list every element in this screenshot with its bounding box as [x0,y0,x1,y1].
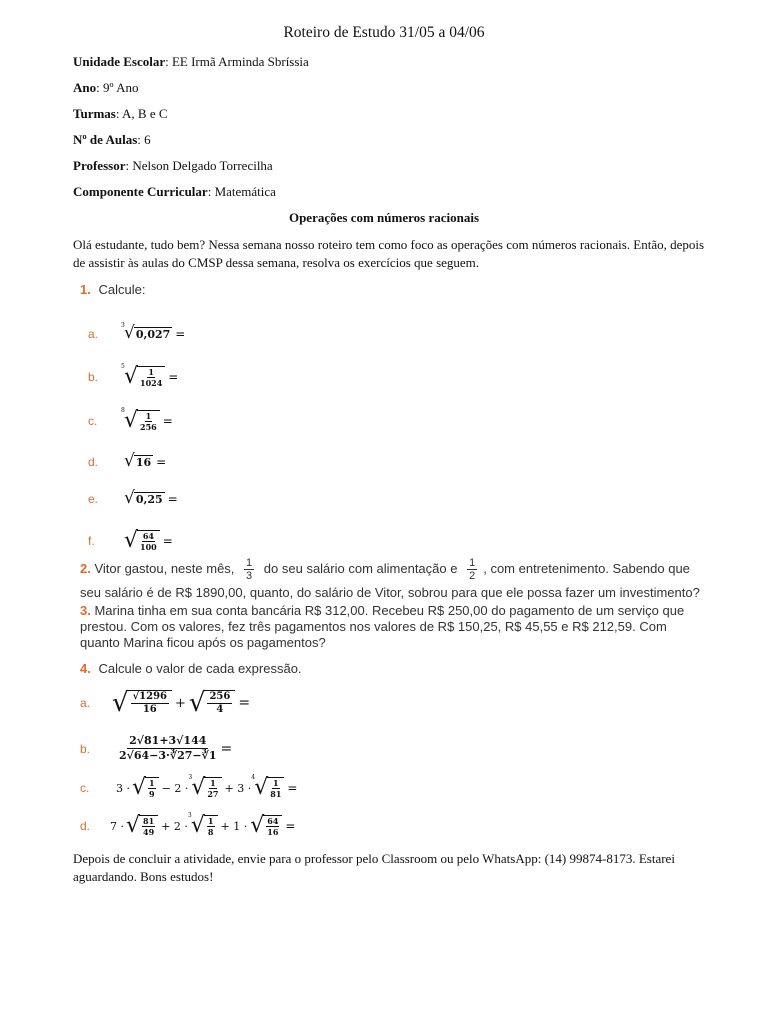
meta-turmas: Turmas: A, B e C [73,106,168,121]
question-2 [80,557,705,604]
fraction-numerator: 1 [149,778,155,788]
fraction-denominator: 100 [140,542,157,552]
q1-item-e: e. √ 0,25 = [88,488,178,508]
fraction-denominator: 2√64−3·∛27−∛1 [119,749,217,762]
equals-sign: = [156,454,167,469]
fraction-denominator: 81 [270,789,282,799]
equals-sign: = [167,491,178,506]
equals-sign: = [285,819,296,833]
meta-label: Ano [73,80,97,95]
fraction-denominator: 16 [267,827,279,837]
meta-label: Professor [73,158,126,173]
question-4 [80,661,302,676]
equals-sign: = [162,534,173,548]
fraction-numerator: 64 [267,816,279,826]
item-label: b. [88,370,99,384]
fraction-denominator: 27 [207,789,219,799]
fraction-numerator: 1 [273,778,279,788]
root-index: 5 [121,363,125,370]
operator: + 1 · [220,819,248,833]
q1-item-c: c. 8 √ $\frac{1}{256}$ = [88,407,173,433]
operator: + [174,695,186,711]
q4-item-a: a. √ $\frac{√1296}{16}$ + √ $\frac{256}{4}$ = [80,688,251,718]
fraction-numerator: 2√81+3√144 [129,734,207,747]
radicand: 16 [135,455,152,469]
q1-item-b: b. 5 √ $\frac{1}{1024}$ = [88,363,179,389]
question-text: , com entretenimento. Sabendo que seu salário é de R$ 1890,00, quanto, do salário de Vitor, sobrou para que ele possa fazer um investimento? [80,560,700,600]
fraction-numerator: 1 [145,411,152,421]
root-index: 3 [188,774,193,781]
meta-label: Nº de Aulas [73,132,138,147]
meta-unidade: Unidade Escolar: EE Irmã Arminda Sbríssia [73,54,309,69]
q1-item-a: a. 3 √ 0,027 = [88,322,186,343]
operator: − 2 · [161,781,189,795]
item-label: d. [80,819,91,833]
equals-sign: = [287,781,298,795]
question-text: Marina tinha em sua conta bancária R$ 312,00. Recebeu R$ 250,00 do pagamento de um serviço que prestou. Com os valores, fez três pagamentos nos valores de R$ 150,25, R$ 45,55 e R$ 212,59. Com quanto Marina ficou após os pagamentos? [80,603,685,650]
equals-sign: = [162,414,173,428]
fraction [467,557,477,582]
fraction-numerator: √1296 [132,691,167,702]
question-1 [80,282,145,297]
fraction-numerator: 1 [210,778,216,788]
fraction-numerator: 1 [207,816,214,826]
fraction [244,557,254,582]
question-text: Calcule o valor de cada expressão. [98,661,302,676]
fraction-numerator: 64 [142,531,154,541]
meta-value: Matemática [214,184,276,199]
operator: + 2 · [161,819,188,833]
equals-sign: = [220,740,233,757]
section-title: Operações com números racionais [288,210,480,225]
question-text: Calcule: [98,282,146,297]
q4-item-c: c. 3 · √ $\frac{1}{9}$ − 2 · 3 √ $\frac{1}{27}$ + 3 · 4 √ $\frac{1}{81}$ = [80,774,298,800]
closing-paragraph: Depois de concluir a atividade, envie para o professor pelo Classroom ou pelo WhatsApp: (14) 99874-8173. Estarei aguardando. Bons estudos! [73,851,675,884]
radicand: 0,027 [135,327,171,341]
intro-paragraph: Olá estudante, tudo bem? Nessa semana nosso roteiro tem como foco as operações com números racionais. Então, depois de assistir às aulas do CMSP dessa semana, resolva os exercícios que seguem. [73,237,705,270]
fraction-numerator: 1 [246,557,253,569]
item-label: f. [88,534,95,548]
meta-professor: Professor: Nelson Delgado Torrecilha [73,158,273,173]
fraction-denominator: 8 [207,827,214,837]
meta-label: Unidade Escolar [73,54,166,69]
meta-value: 9º Ano [103,80,139,95]
meta-aulas: Nº de Aulas: 6 [73,132,151,147]
meta-value: EE Irmã Arminda Sbríssia [171,54,309,69]
root-index: 8 [121,407,125,414]
page-title: Roteiro de Estudo 31/05 a 04/06 [283,24,485,41]
fraction-numerator: 256 [209,691,231,702]
q1-item-f: f. √ $\frac{64}{100}$ = [88,528,173,553]
operator: + 3 · [224,781,252,795]
item-label: c. [88,414,98,428]
fraction-numerator: 81 [143,816,155,826]
fraction-denominator: 16 [142,704,157,715]
coefficient: 7 · [110,819,124,833]
meta-ano: Ano: 9º Ano [73,80,139,95]
fraction-denominator: 4 [216,704,224,715]
fraction-denominator: 2 [469,570,476,582]
root-index: 3 [121,322,125,329]
meta-value: Nelson Delgado Torrecilha [132,158,273,173]
meta-componente: Componente Curricular: Matemática [73,184,276,199]
meta-label: Componente Curricular [73,184,208,199]
question-number: 3. [80,603,91,618]
meta-value: A, B e C [122,106,168,121]
equals-sign: = [168,370,179,384]
radicand: 0,25 [135,492,163,506]
fraction-denominator: 1024 [140,378,163,388]
item-label: b. [80,741,91,756]
fraction-denominator: 9 [149,789,155,799]
fraction-numerator: 1 [148,367,154,377]
q4-item-d: d. 7 · √ $\frac{81}{49}$ + 2 · 3 √ $\frac{1}{8}$ + 1 · √ $\frac{64}{16}$ = [80,812,296,838]
question-number: 4. [80,661,91,676]
fraction-numerator: 1 [469,557,476,569]
question-text: Vitor gastou, neste mês, [94,560,235,576]
fraction-denominator: 49 [143,827,155,837]
q1-item-d: d. √ 16 = [88,451,167,471]
meta-label: Turmas [73,106,116,121]
root-index: 4 [251,774,256,781]
fraction-denominator: 3 [246,570,253,582]
item-label: a. [88,327,99,341]
question-text: do seu salário com alimentação e [263,560,458,576]
question-number: 1. [80,282,91,297]
equals-sign: = [175,326,186,341]
item-label: c. [80,781,90,795]
equals-sign: = [238,695,251,711]
question-number: 2. [80,560,91,576]
item-label: e. [88,492,99,506]
q4-item-b [80,734,232,763]
coefficient: 3 · [116,781,130,795]
root-index: 3 [187,812,192,819]
item-label: a. [80,696,91,710]
meta-value: 6 [144,132,151,147]
fraction-denominator: 256 [140,422,157,432]
item-label: d. [88,455,99,469]
question-3 [80,603,700,651]
